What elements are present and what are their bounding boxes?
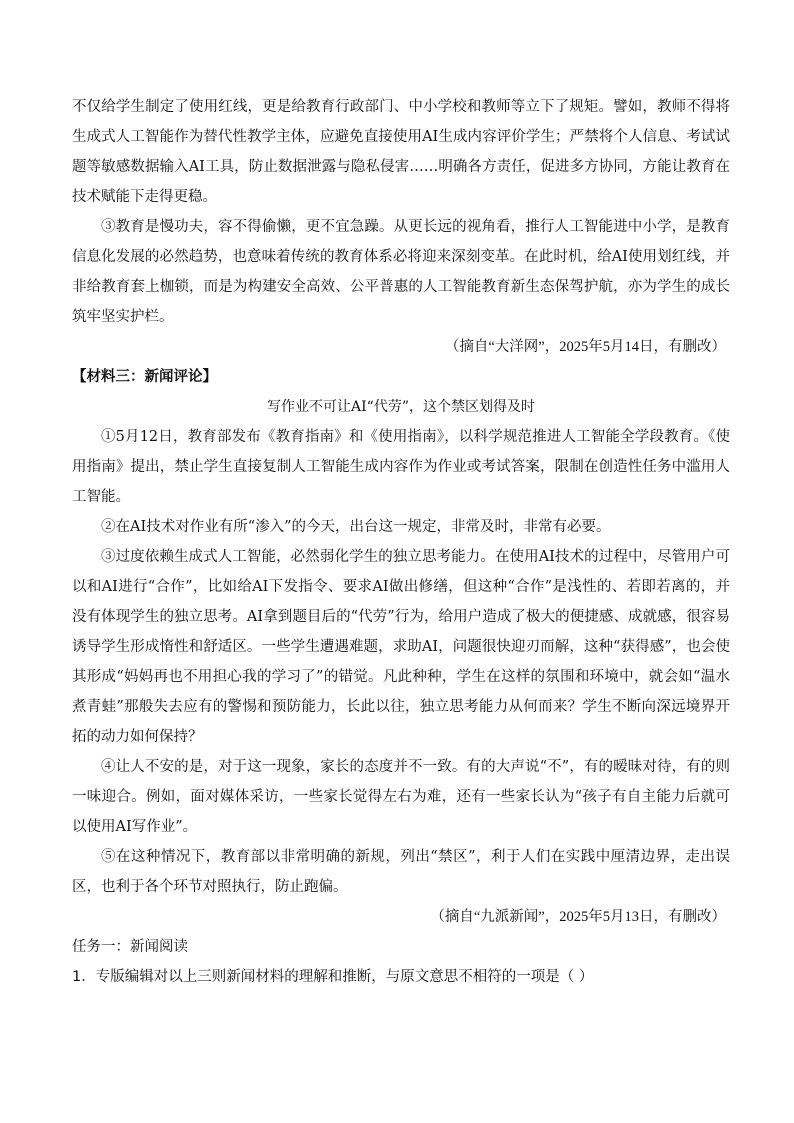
material3-paragraph-5: ⑤在这种情况下，教育部以非常明确的新规，列出“禁区”，利于人们在实践中厘清边界，走出误区，也利于各个环节对照执行，防止跑偏。 (72, 849, 730, 895)
material2-paragraph-continued: 不仅给学生制定了使用红线，更是给教育行政部门、中小学校和教师等立下了规矩。譬如，教师不得将生成式人工智能作为替代性教学主体，应避免直接使用AI生成内容评价学生；严禁将个人信息、考试试题等敏感数据输入AI工具，防止数据泄露与隐私侵害……明确各方责任，促进多方协同，方能让教育在技术赋能下走得更稳。 (72, 99, 730, 205)
material3-paragraph-2: ②在AI技术对作业有所“渗入”的今天，出台这一规定，非常及时，非常有必要。 (101, 519, 611, 535)
question-1: 1．专版编辑对以上三则新闻材料的理解和推断，与原文意思不相符的一项是（ ） (72, 969, 594, 985)
material3-source: （摘自“九派新闻”，2025年5月13日，有删改） (430, 909, 726, 925)
material2-paragraph-3: ③教育是慢功夫，容不得偷懒，更不宜急躁。从更长远的视角看，推行人工智能进中小学，是教育信息化发展的必然趋势，也意味着传统的教育体系必将迎来深刻变革。在此时机，给AI使用划红线，并非给教育套上枷锁，而是为构建安全高效、公平普惠的人工智能教育新生态保驾护航，亦为学生的成长筑牢坚实护栏。 (72, 219, 730, 325)
material2-source: （摘自“大洋网”，2025年5月14日，有删改） (444, 339, 726, 355)
task-label: 任务一：新闻阅读 (72, 939, 188, 955)
document-page (72, 92, 730, 992)
material3-article-title: 写作业不可让AI“代劳”，这个禁区划得及时 (267, 399, 535, 415)
material3-heading: 【材料三：新闻评论】 (72, 369, 217, 385)
material3-paragraph-1: ①5月12日，教育部发布《教育指南》和《使用指南》，以科学规范推进人工智能全学段教育。《使用指南》提出，禁止学生直接复制人工智能生成内容作为作业或考试答案，限制在创造性任务中滥用人工智能。 (72, 429, 730, 505)
material3-paragraph-3: ③过度依赖生成式人工智能，必然弱化学生的独立思考能力。在使用AI技术的过程中，尽管用户可以和AI进行“合作”，比如给AI下发指令、要求AI做出修缮，但这种“合作”是浅性的、若即若离的，并没有体现学生的独立思考。AI拿到题目后的“代劳”行为，给用户造成了极大的便捷感、成就感，很容易诱导学生形成惰性和舒适区。一些学生遭遇难题，求助AI，问题很快迎刃而解，这种“获得感”，也会使其形成“妈妈再也不用担心我的学习了”的错觉。凡此种种，学生在这样的氛围和环境中，就会如“温水煮青蛙”那般失去应有的警惕和预防能力，长此以往，独立思考能力从何而来？学生不断向深远境界开拓的动力如何保持？ (72, 549, 730, 745)
material3-paragraph-4: ④让人不安的是，对于这一现象，家长的态度并不一致。有的大声说“不”，有的暧昧对待，有的则一味迎合。例如，面对媒体采访，一些家长觉得左右为难，还有一些家长认为“孩子有自主能力后就可以使用AI写作业”。 (72, 759, 730, 835)
